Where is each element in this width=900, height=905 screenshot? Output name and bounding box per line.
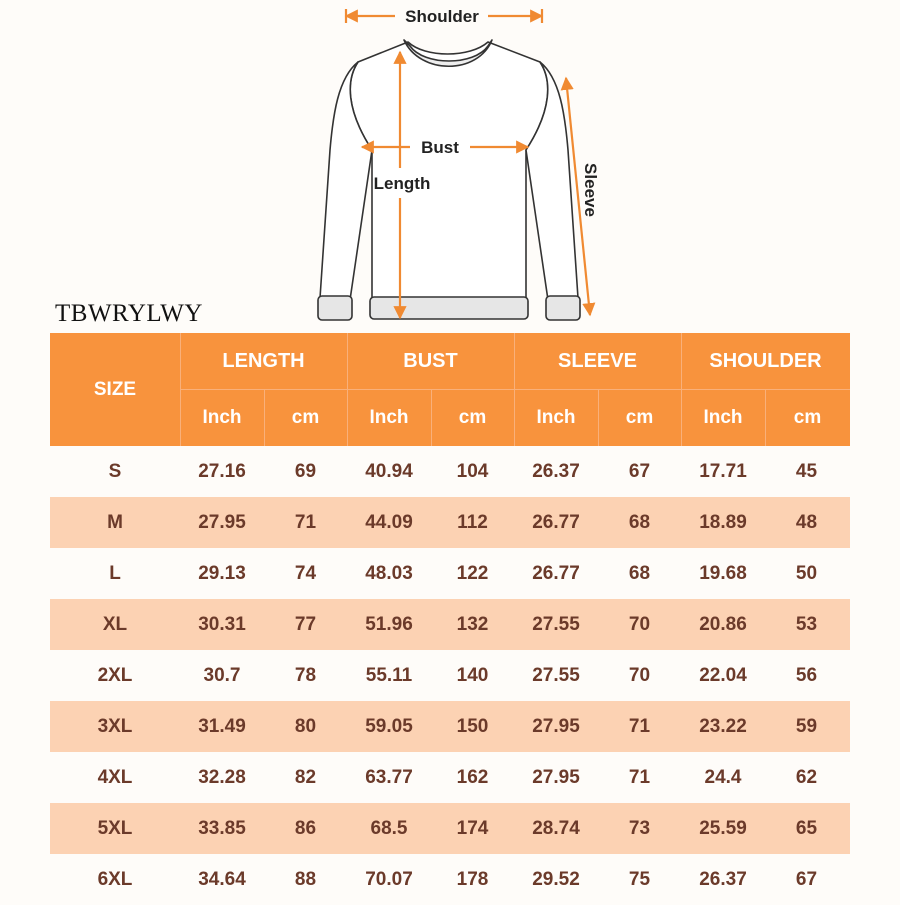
value-cell: 71 [628,766,651,788]
size-header: SIZE [93,378,137,400]
value-cell: 77 [294,613,317,635]
size-cell: XL [102,613,128,635]
value-cell: 40.94 [365,460,413,482]
value-cell: 178 [456,868,489,890]
size-cell: 4XL [97,766,133,788]
value-cell: 67 [795,868,818,890]
value-cell: 30.7 [203,664,241,686]
value-cell: 25.59 [699,817,747,839]
value-cell: 86 [294,817,317,839]
value-cell: 88 [294,868,317,890]
value-cell: 48 [795,511,818,533]
value-cell: 27.55 [532,664,580,686]
unit-header: Inch [202,407,242,428]
value-cell: 162 [456,766,489,788]
sweatshirt-outline [318,40,580,320]
value-cell: 17.71 [699,460,747,482]
size-cell: 2XL [97,664,133,686]
unit-header: Inch [369,407,409,428]
value-cell: 73 [628,817,651,839]
brand-name: TBWRYLWY [55,300,203,327]
value-cell: 59 [795,715,818,737]
table-row [50,548,850,599]
value-cell: 20.86 [699,613,747,635]
value-cell: 68 [628,511,651,533]
size-cell: S [108,460,122,482]
value-cell: 19.68 [699,562,747,584]
value-cell: 29.52 [532,868,580,890]
value-cell: 26.37 [699,868,747,890]
value-cell: 80 [294,715,317,737]
value-cell: 27.95 [532,766,580,788]
value-cell: 30.31 [198,613,246,635]
length-label: Length [373,174,431,193]
unit-header: cm [625,407,654,428]
value-cell: 28.74 [532,817,580,839]
value-cell: 22.04 [699,664,747,686]
value-cell: 29.13 [198,562,246,584]
size-cell: 3XL [97,715,133,737]
value-cell: 26.77 [532,562,580,584]
unit-header: cm [458,407,487,428]
value-cell: 150 [456,715,489,737]
value-cell: 69 [294,460,317,482]
value-cell: 51.96 [365,613,413,635]
value-cell: 75 [628,868,651,890]
value-cell: 33.85 [198,817,246,839]
value-cell: 68 [628,562,651,584]
value-cell: 70 [628,664,651,686]
table-body [50,446,850,905]
value-cell: 34.64 [198,868,246,890]
value-cell: 26.37 [532,460,580,482]
value-cell: 70 [628,613,651,635]
value-cell: 32.28 [198,766,246,788]
value-cell: 82 [294,766,317,788]
size-cell: 5XL [97,817,133,839]
value-cell: 23.22 [699,715,747,737]
group-header-shoulder: SHOULDER [709,349,822,372]
table-row [50,752,850,803]
table-row [50,650,850,701]
value-cell: 104 [456,460,489,482]
table-row [50,854,850,905]
table-row [50,701,850,752]
value-cell: 62 [795,766,818,788]
value-cell: 68.5 [370,817,408,839]
table-row [50,446,850,497]
value-cell: 122 [456,562,489,584]
value-cell: 18.89 [699,511,747,533]
size-cell: L [109,562,121,584]
value-cell: 71 [294,511,317,533]
unit-header: Inch [703,407,743,428]
value-cell: 55.11 [365,664,413,686]
table-header [50,333,850,446]
value-cell: 71 [628,715,651,737]
bust-label: Bust [421,138,459,157]
value-cell: 132 [456,613,489,635]
value-cell: 74 [294,562,317,584]
value-cell: 27.16 [198,460,246,482]
size-cell: 6XL [97,868,133,890]
unit-header: Inch [536,407,576,428]
sweatshirt-diagram [0,0,900,330]
value-cell: 59.05 [365,715,413,737]
value-cell: 53 [795,613,818,635]
size-cell: M [107,511,123,533]
table-row [50,803,850,854]
value-cell: 56 [795,664,818,686]
value-cell: 78 [294,664,317,686]
table-row [50,599,850,650]
group-header-length: LENGTH [222,349,305,372]
value-cell: 27.95 [198,511,246,533]
value-cell: 50 [795,562,818,584]
value-cell: 174 [456,817,489,839]
value-cell: 67 [628,460,651,482]
value-cell: 140 [456,664,489,686]
value-cell: 63.77 [365,766,413,788]
value-cell: 26.77 [532,511,580,533]
sleeve-label: Sleeve [581,163,600,217]
value-cell: 24.4 [704,766,742,788]
value-cell: 65 [795,817,818,839]
unit-header: cm [291,407,320,428]
value-cell: 27.95 [532,715,580,737]
value-cell: 44.09 [365,511,413,533]
value-cell: 31.49 [198,715,246,737]
value-cell: 27.55 [532,613,580,635]
group-header-bust: BUST [403,349,458,372]
unit-header: cm [793,407,822,428]
value-cell: 70.07 [365,868,413,890]
value-cell: 112 [457,511,488,533]
value-cell: 48.03 [365,562,413,584]
shoulder-label: Shoulder [405,7,479,26]
table-row [50,497,850,548]
value-cell: 45 [795,460,818,482]
size-table [50,333,850,905]
group-header-sleeve: SLEEVE [558,349,637,372]
